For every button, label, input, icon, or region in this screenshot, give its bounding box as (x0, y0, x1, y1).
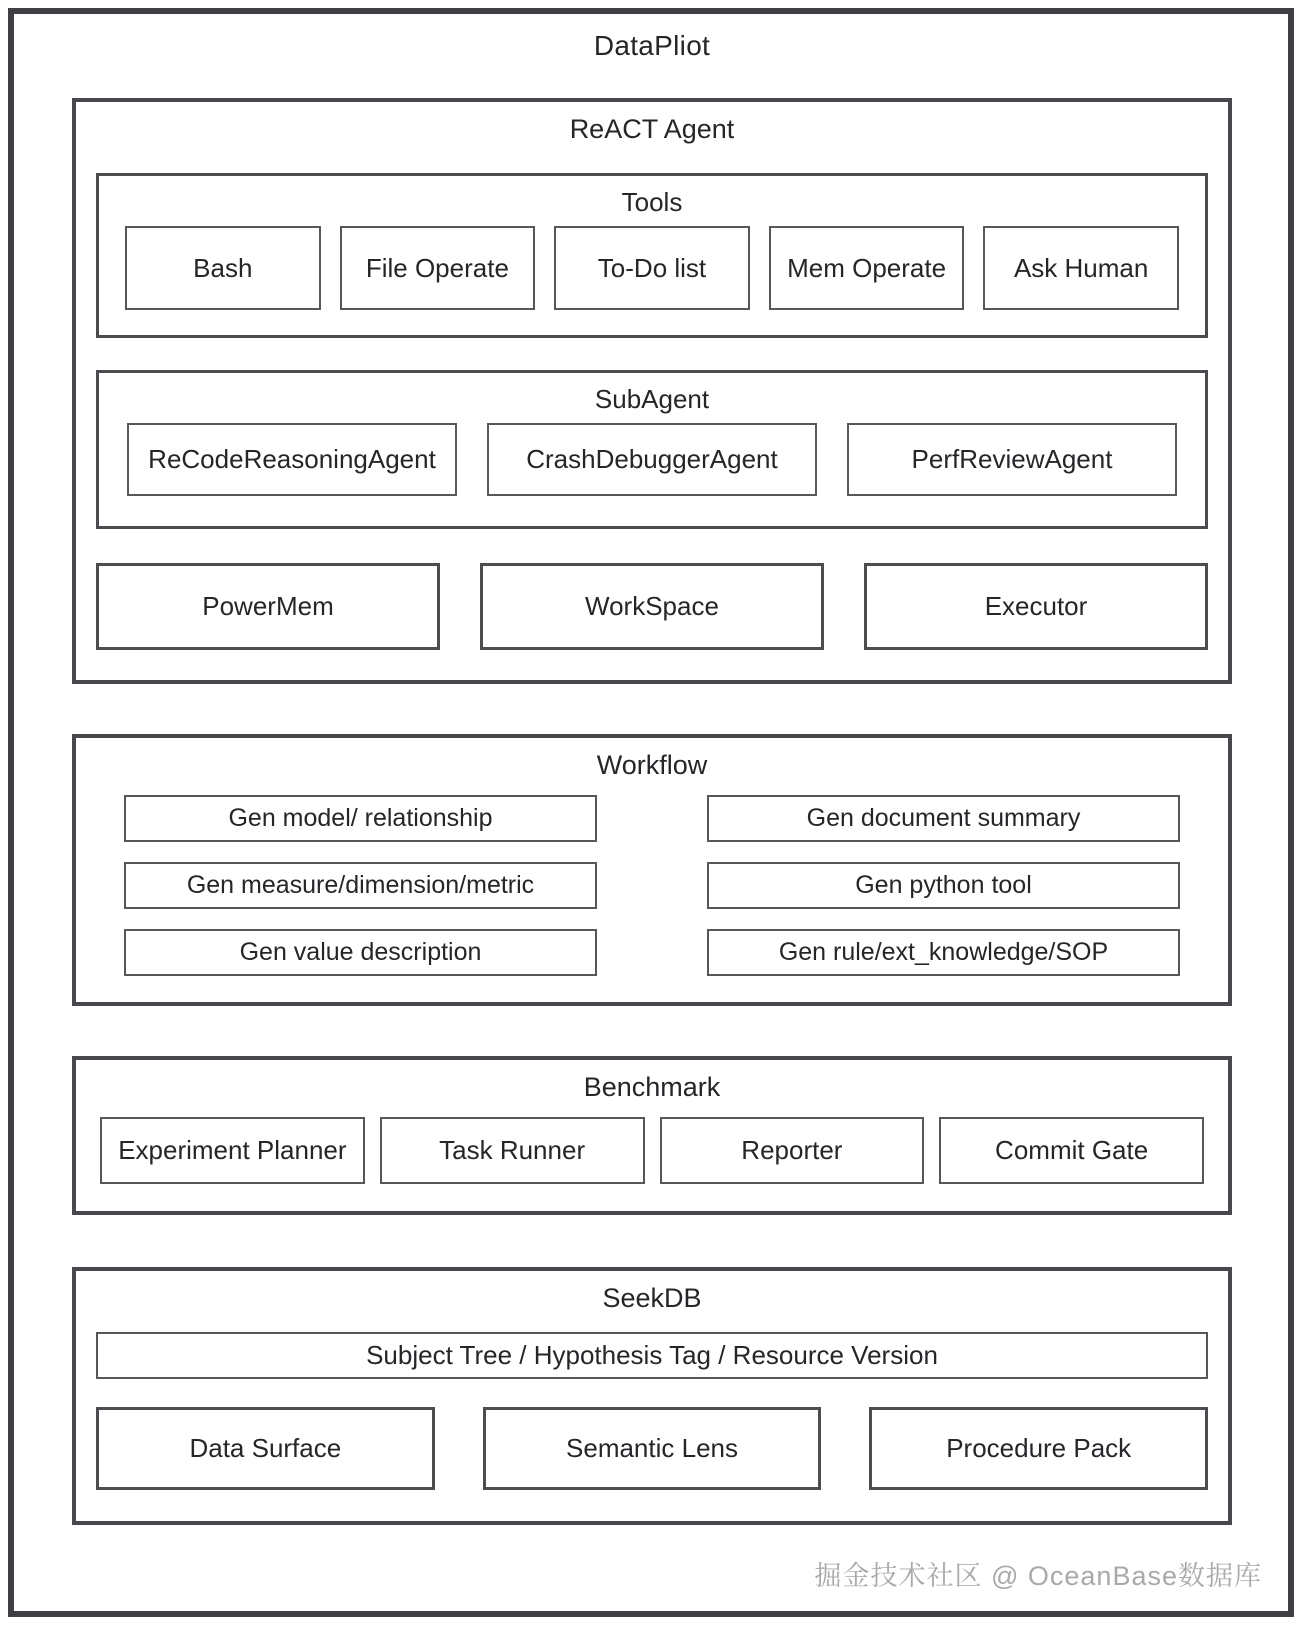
benchmark-task-runner: Task Runner (380, 1117, 645, 1184)
diagram-title: DataPliot (593, 30, 711, 61)
subagent-recode-reasoning-agent: ReCodeReasoningAgent (127, 423, 457, 496)
tool-mem-operate: Mem Operate (769, 226, 965, 310)
benchmark-row (100, 1117, 1204, 1184)
executor-box: Executor (864, 563, 1208, 650)
workflow-grid (124, 795, 1180, 976)
seekdb-procedure-pack: Procedure Pack (869, 1407, 1208, 1490)
watermark: 掘金技术社区 @ OceanBase数据库 (814, 1561, 1262, 1591)
subagent-box (96, 370, 1208, 529)
seekdb-box (72, 1267, 1232, 1525)
subagent-crash-debugger-agent: CrashDebuggerAgent (487, 423, 817, 496)
seekdb-semantic-lens: Semantic Lens (483, 1407, 822, 1490)
tool-todo-list: To-Do list (554, 226, 750, 310)
tool-file-operate: File Operate (340, 226, 536, 310)
tools-title: Tools (621, 187, 683, 217)
seekdb-title: SeekDB (602, 1283, 702, 1313)
powermem-box: PowerMem (96, 563, 440, 650)
benchmark-reporter: Reporter (660, 1117, 925, 1184)
workflow-gen-value-description: Gen value description (124, 929, 597, 976)
subagent-row (125, 423, 1179, 496)
seekdb-row (96, 1407, 1208, 1490)
react-agent-box (72, 98, 1232, 684)
tool-bash: Bash (125, 226, 321, 310)
tool-ask-human: Ask Human (983, 226, 1179, 310)
benchmark-commit-gate: Commit Gate (939, 1117, 1204, 1184)
seekdb-data-surface: Data Surface (96, 1407, 435, 1490)
tools-box (96, 173, 1208, 338)
agent-components-row (96, 563, 1208, 650)
subagent-perf-review-agent: PerfReviewAgent (847, 423, 1177, 496)
workflow-gen-rule-ext-knowledge-sop: Gen rule/ext_knowledge/SOP (707, 929, 1180, 976)
react-agent-title: ReACT Agent (569, 114, 735, 144)
workflow-gen-python-tool: Gen python tool (707, 862, 1180, 909)
benchmark-title: Benchmark (583, 1072, 721, 1102)
tools-row (125, 226, 1179, 310)
seekdb-capability-bar: Subject Tree / Hypothesis Tag / Resource Version (96, 1332, 1208, 1379)
workflow-title: Workflow (596, 750, 708, 780)
workflow-box (72, 734, 1232, 1006)
datapliot-frame (8, 8, 1294, 1617)
benchmark-box (72, 1056, 1232, 1215)
workspace-box: WorkSpace (480, 563, 824, 650)
benchmark-experiment-planner: Experiment Planner (100, 1117, 365, 1184)
workflow-gen-document-summary: Gen document summary (707, 795, 1180, 842)
workflow-gen-measure-dimension-metric: Gen measure/dimension/metric (124, 862, 597, 909)
workflow-gen-model-relationship: Gen model/ relationship (124, 795, 597, 842)
subagent-title: SubAgent (594, 384, 710, 414)
